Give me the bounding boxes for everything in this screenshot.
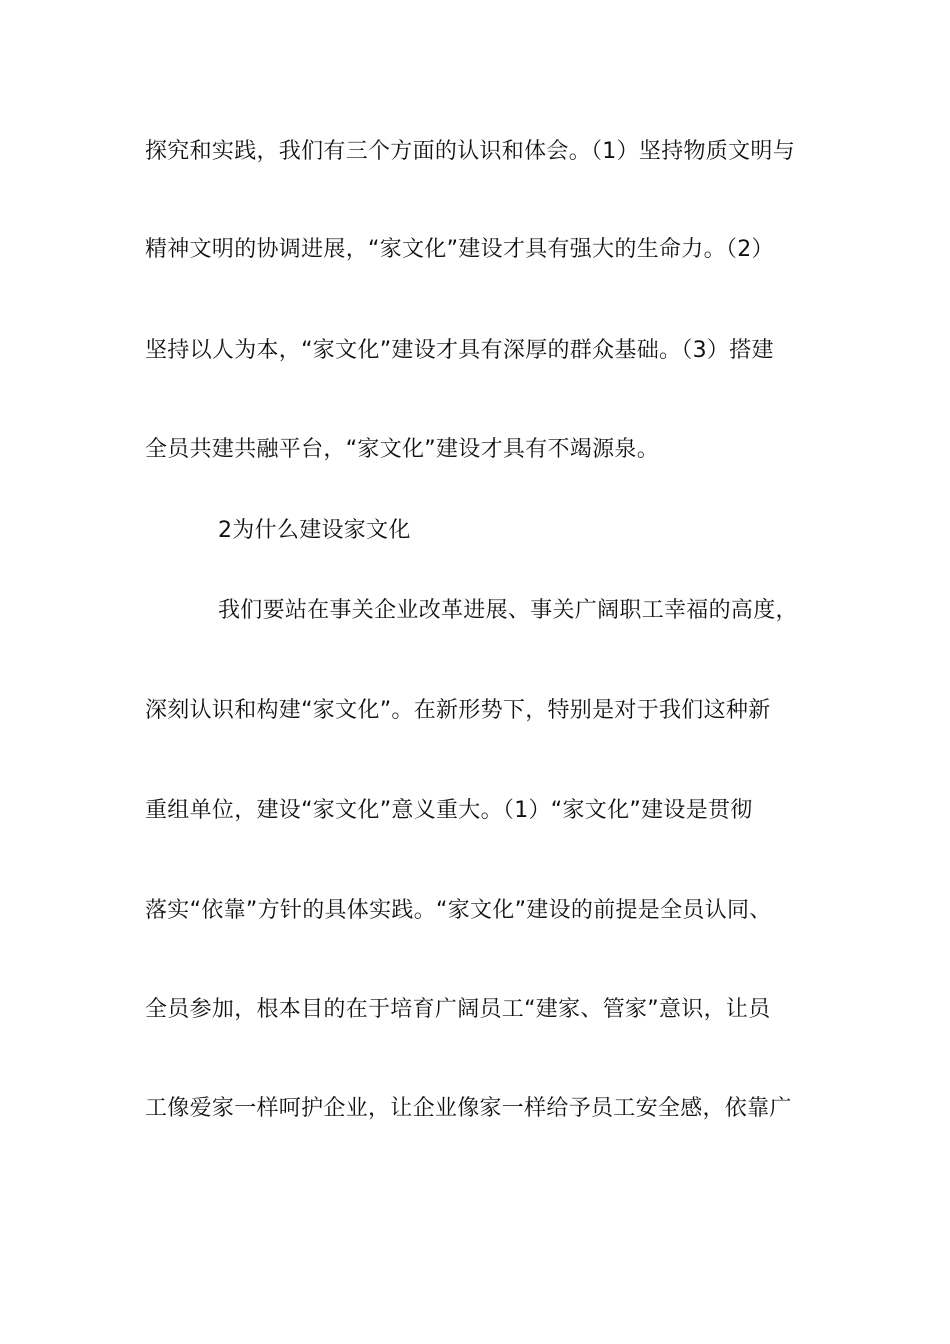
text-line: 我们要站在事关企业改革进展、事关广阔职工幸福的高度，	[218, 598, 798, 623]
text-line: 深刻认识和构建“家文化”。在新形势下，特别是对于我们这种新	[145, 698, 771, 723]
text-line: 重组单位，建设“家文化”意义重大。（1）“家文化”建设是贯彻	[145, 798, 753, 823]
text-line: 全员共建共融平台，“家文化”建设才具有不竭源泉。	[145, 437, 659, 462]
text-line: 工像爱家一样呵护企业，让企业像家一样给予员工安全感，依靠广	[145, 1096, 792, 1121]
section-heading: 2为什么建设家文化	[218, 518, 411, 543]
text-line: 落实“依靠”方针的具体实践。“家文化”建设的前提是全员认同、	[145, 898, 772, 923]
text-line: 探究和实践，我们有三个方面的认识和体会。（1）坚持物质文明与	[145, 139, 795, 164]
text-line: 精神文明的协调进展，“家文化”建设才具有强大的生命力。（2）	[145, 237, 774, 262]
text-line: 坚持以人为本，“家文化”建设才具有深厚的群众基础。（3）搭建	[145, 338, 774, 363]
text-line: 全员参加，根本目的在于培育广阔员工“建家、管家”意识，让员	[145, 997, 771, 1022]
